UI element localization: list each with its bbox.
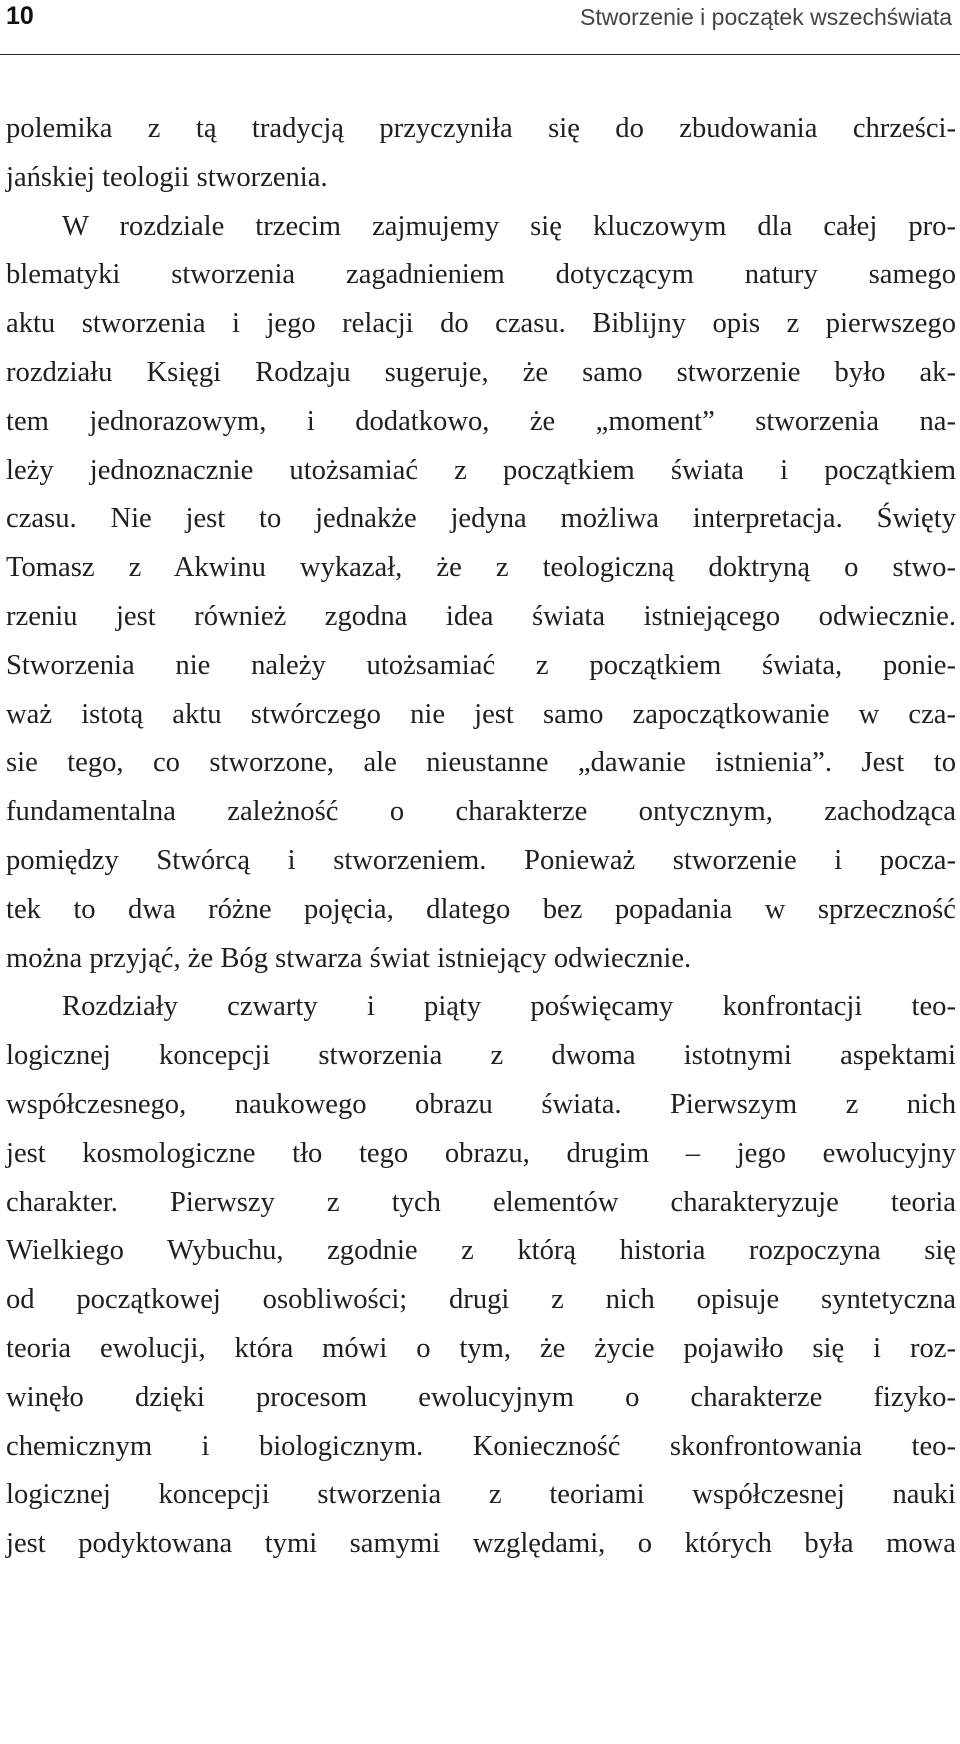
page-header <box>0 0 960 60</box>
text-line: tem jednorazowym, i dodatkowo, że „moment” stworzenia na- <box>6 405 956 437</box>
body-text <box>6 105 956 1569</box>
text-line: aktu stworzenia i jego relacji do czasu. Biblijny opis z pierwszego <box>6 308 956 340</box>
text-line: logicznej koncepcji stworzenia z dwoma istotnymi aspektami <box>6 1040 956 1072</box>
text-line: polemika z tą tradycją przyczyniła się do zbudowania chrześci- <box>6 113 956 144</box>
text-line: Rozdziały czwarty i piąty poświęcamy konfrontacji teo- <box>62 991 956 1023</box>
text-line: sie tego, co stworzone, ale nieustanne „dawanie istnienia”. Jest to <box>6 747 956 779</box>
page-number: 10 <box>6 2 34 30</box>
header-rule <box>0 54 960 55</box>
text-line: Stworzenia nie należy utożsamiać z początkiem świata, ponie- <box>6 649 956 681</box>
text-line: od początkowej osobliwości; drugi z nich opisuje syntetyczna <box>6 1284 956 1316</box>
text-line: fundamentalna zależność o charakterze ontycznym, zachodząca <box>6 796 956 828</box>
text-line: pomiędzy Stwórcą i stworzeniem. Ponieważ stworzenie i pocza- <box>6 844 956 876</box>
text-line: jest podyktowana tymi samymi względami, o których była mowa <box>6 1528 956 1560</box>
text-line: współczesnego, naukowego obrazu świata. Pierwszym z nich <box>6 1088 956 1120</box>
text-line: jańskiej teologii stworzenia. <box>6 161 328 193</box>
text-line: rozdziału Księgi Rodzaju sugeruje, że samo stworzenie było ak- <box>6 356 956 388</box>
text-line: teoria ewolucji, która mówi o tym, że życie pojawiło się i roz- <box>6 1332 956 1364</box>
text-line: W rozdziale trzecim zajmujemy się kluczowym dla całej pro- <box>62 210 956 242</box>
text-line: waż istotą aktu stwórczego nie jest samo zapoczątkowanie w cza- <box>6 698 956 730</box>
text-line: rzeniu jest również zgodna idea świata istniejącego odwiecznie. <box>6 600 956 632</box>
text-line: czasu. Nie jest to jednakże jedyna możliwa interpretacja. Święty <box>6 503 956 535</box>
text-line: chemicznym i biologicznym. Konieczność skonfrontowania teo- <box>6 1430 956 1462</box>
running-title: Stworzenie i początek wszechświata <box>580 4 952 30</box>
text-line: można przyjąć, że Bóg stwarza świat istniejący odwiecznie. <box>6 942 692 974</box>
text-line: leży jednoznacznie utożsamiać z początkiem świata i początkiem <box>6 454 956 486</box>
text-line: Tomasz z Akwinu wykazał, że z teologiczną doktryną o stwo- <box>6 552 956 584</box>
text-line: charakter. Pierwszy z tych elementów charakteryzuje teoria <box>6 1186 956 1218</box>
text-line: blematyki stworzenia zagadnieniem dotyczącym natury samego <box>6 259 956 291</box>
text-line: logicznej koncepcji stworzenia z teoriami współczesnej nauki <box>6 1479 956 1511</box>
text-line: Wielkiego Wybuchu, zgodnie z którą historia rozpoczyna się <box>6 1235 956 1267</box>
text-line: winęło dzięki procesom ewolucyjnym o charakterze fizyko- <box>6 1381 956 1413</box>
text-line: jest kosmologiczne tło tego obrazu, drugim – jego ewolucyjny <box>6 1137 956 1169</box>
text-line: tek to dwa różne pojęcia, dlatego bez popadania w sprzeczność <box>6 893 956 925</box>
